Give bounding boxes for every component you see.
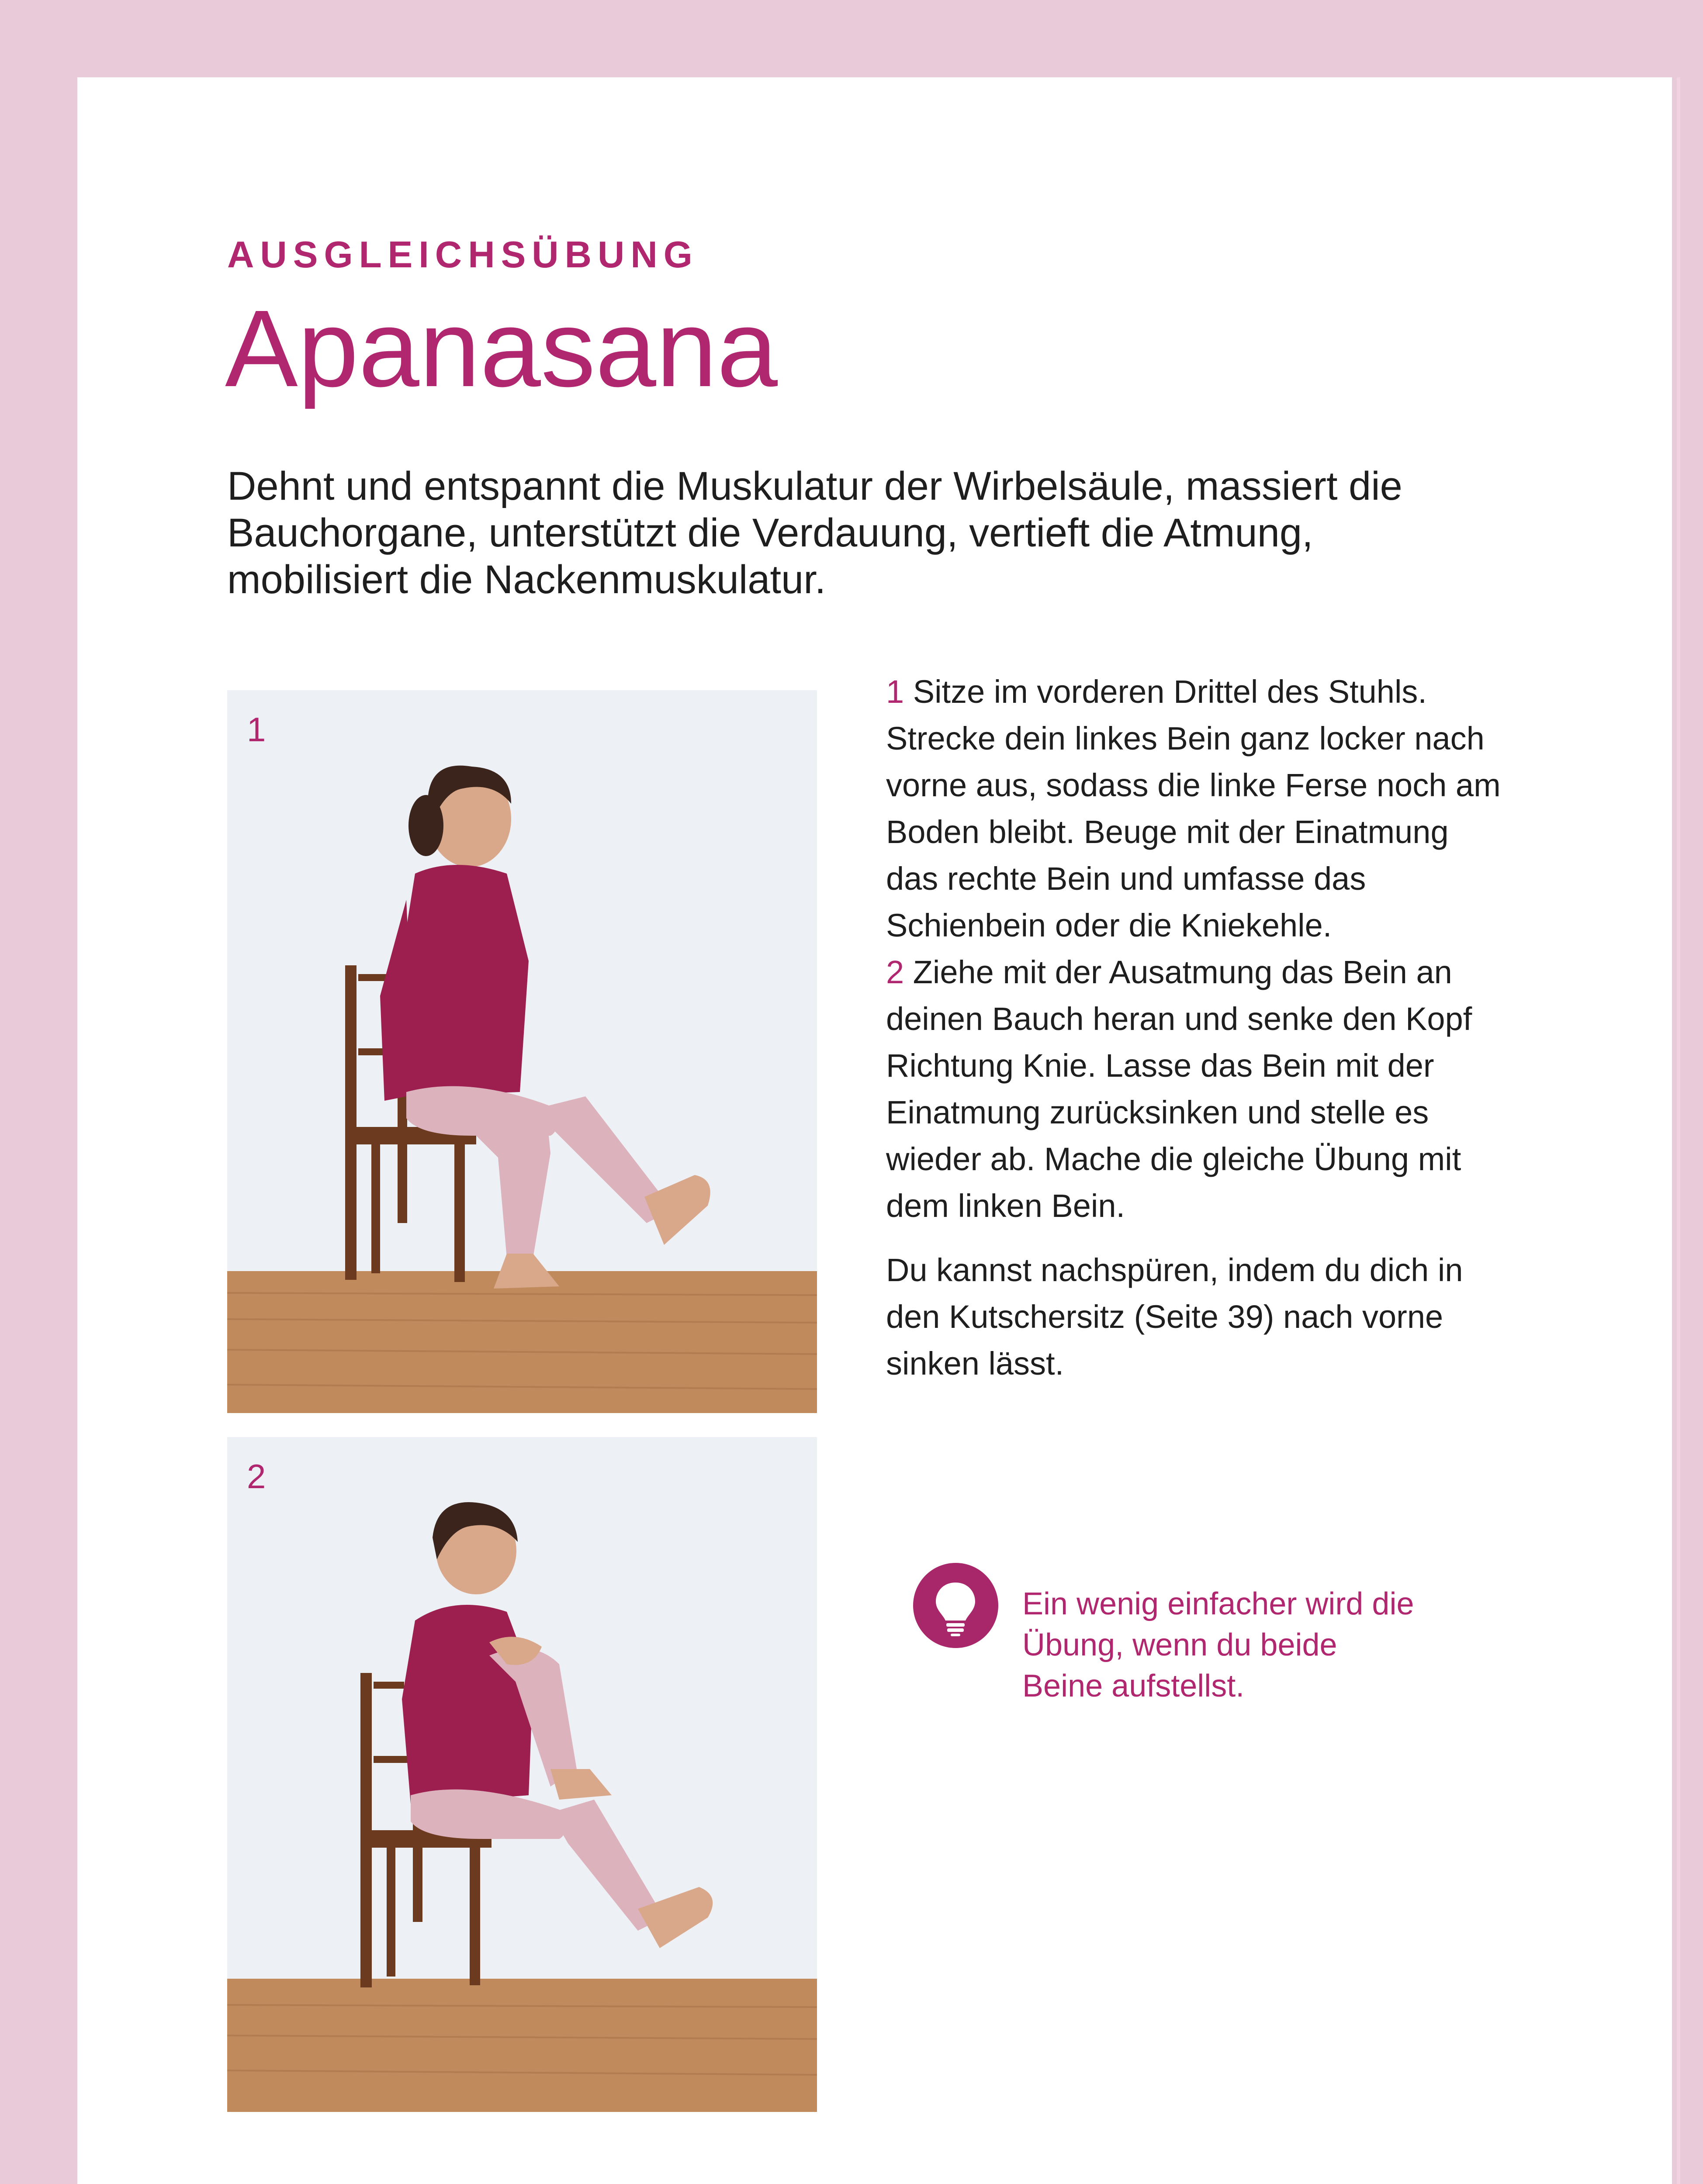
page-title: Apanasana — [225, 287, 778, 409]
page-edge-rule — [1677, 77, 1680, 2184]
exercise-photo-1 — [227, 690, 817, 1413]
lightbulb-icon — [913, 1563, 998, 1648]
rest-note: Du kannst nachspüren, indem du dich in den Kutschersitz (Seite 39) nach vorne sinken lässt. — [886, 1252, 1463, 1382]
instructions — [886, 668, 1506, 1404]
step-1-number: 1 — [886, 674, 904, 710]
tip-text: Ein wenig einfacher wird die Übung, wenn du beide Beine aufstellst. — [1022, 1586, 1414, 1704]
step-2-text: Ziehe mit der Ausatmung das Bein an deinen Bauch heran und senke den Kopf Richtung Knie. Lasse das Bein mit der Einatmung zurücksinken und stelle es wieder ab. Mache die gleiche Übung mit dem linken Bein. — [886, 954, 1472, 1224]
section-kicker: AUSGLEICHSÜBUNG — [227, 234, 699, 276]
step-2 — [886, 949, 1506, 1229]
step-2-number: 2 — [886, 954, 904, 990]
photo-label-2: 2 — [247, 1457, 266, 1496]
exercise-photo-2 — [227, 1437, 817, 2112]
photo-label-1: 1 — [247, 710, 266, 749]
step-1 — [886, 668, 1506, 949]
intro-text: Dehnt und entspannt die Muskulatur der Wirbelsäule, massiert die Bauchorgane, unterstützt die Verdauung, vertieft die Atmung, mobilisiert die Nackenmuskulatur. — [227, 464, 1402, 602]
step-1-text: Sitze im vorderen Drittel des Stuhls. Strecke dein linkes Bein ganz locker nach vorne aus, sodass die linke Ferse noch am Boden bleibt. Beuge mit der Einatmung das rechte Bein und umfasse das Schienbein oder die Kniekehle. — [886, 674, 1501, 943]
